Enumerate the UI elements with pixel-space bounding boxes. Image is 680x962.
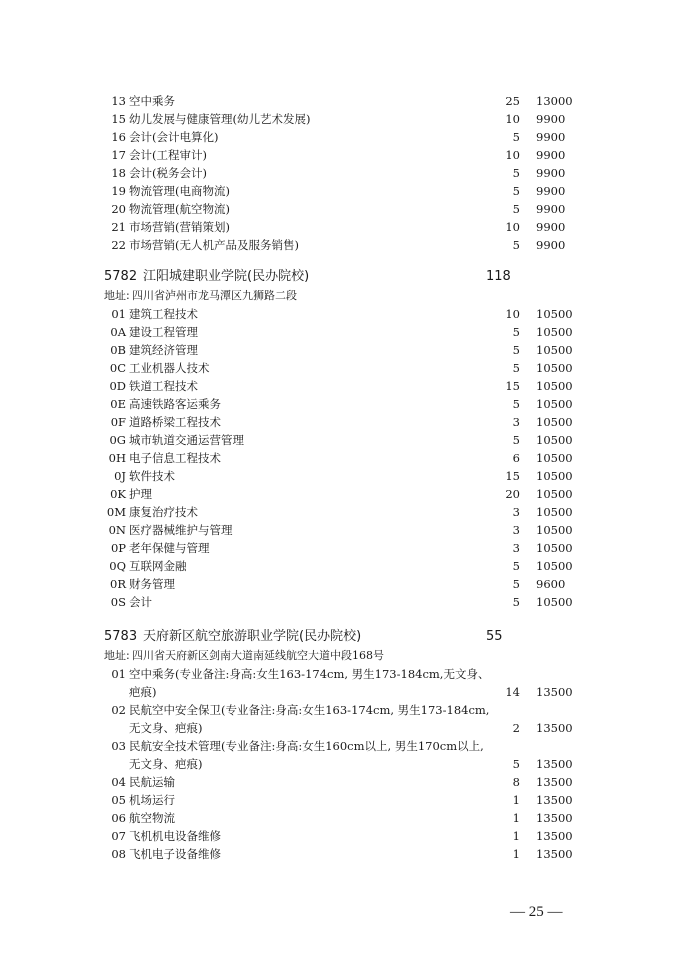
program-row (0, 503, 680, 521)
program-tuition: 10500 (536, 397, 573, 411)
program-tuition: 13500 (536, 685, 573, 699)
program-row (0, 236, 680, 254)
program-name: 铁道工程技术 (129, 379, 198, 393)
program-tuition: 10500 (536, 343, 573, 357)
program-row (0, 377, 680, 395)
program-tuition: 10500 (536, 451, 573, 465)
program-quota: 15 (505, 379, 520, 393)
program-name: 会计(工程审计) (129, 148, 207, 162)
program-name: 财务管理 (129, 577, 175, 591)
program-code: 0E (110, 397, 126, 411)
program-code: 0G (109, 433, 126, 447)
program-row (0, 449, 680, 467)
program-tuition: 10500 (536, 469, 573, 483)
program-row (0, 146, 680, 164)
program-name-line2: 无文身、疤痕) (129, 721, 203, 735)
program-row (0, 701, 680, 737)
program-name (129, 665, 501, 701)
program-row (0, 539, 680, 557)
program-row (0, 395, 680, 413)
program-tuition: 13500 (536, 829, 573, 843)
program-quota: 5 (512, 397, 520, 411)
program-tuition: 9900 (536, 148, 566, 162)
program-tuition: 13500 (536, 757, 573, 771)
program-code: 0B (110, 343, 126, 357)
program-row (0, 773, 680, 791)
program-name-line1: 民航空中安全保卫(专业备注:身高:女生163-174cm, 男生173-184cm, (129, 703, 490, 717)
program-name (129, 701, 501, 737)
program-code: 01 (111, 667, 126, 681)
program-code: 0M (106, 505, 126, 519)
program-quota: 3 (512, 523, 520, 537)
program-quota: 5 (512, 559, 520, 573)
program-name: 物流管理(电商物流) (129, 184, 230, 198)
program-row (0, 182, 680, 200)
school-code: 5782 (104, 269, 138, 284)
program-row (0, 164, 680, 182)
program-code: 0C (109, 361, 126, 375)
program-tuition: 10500 (536, 325, 573, 339)
school-name: 江阳城建职业学院(民办院校) (143, 269, 310, 284)
program-name: 护理 (129, 487, 152, 501)
program-code: 01 (111, 307, 126, 321)
program-quota: 5 (512, 595, 520, 609)
school-total-quota: 55 (486, 629, 503, 644)
program-name-line1: 民航安全技术管理(专业备注:身高:女生160cm以上, 男生170cm以上, (129, 739, 484, 753)
program-code: 18 (111, 166, 126, 180)
program-tuition: 10500 (536, 415, 573, 429)
program-code: 22 (111, 238, 126, 252)
program-quota: 1 (512, 847, 520, 861)
program-name: 电子信息工程技术 (129, 451, 221, 465)
school-total-quota: 118 (486, 269, 511, 284)
program-code: 15 (111, 112, 126, 126)
program-name: 工业机器人技术 (129, 361, 210, 375)
program-name: 民航运输 (129, 775, 175, 789)
school-address (0, 287, 680, 305)
program-row (0, 485, 680, 503)
program-name: 物流管理(航空物流) (129, 202, 230, 216)
program-row (0, 128, 680, 146)
school-code: 5783 (104, 629, 138, 644)
program-row (0, 521, 680, 539)
program-name-line1: 空中乘务(专业备注:身高:女生163-174cm, 男生173-184cm,无文身、 (129, 667, 490, 681)
program-code: 0A (110, 325, 126, 339)
program-name: 机场运行 (129, 793, 175, 807)
carryover-program-list (0, 92, 680, 254)
program-name: 建筑工程技术 (129, 307, 198, 321)
program-code: 07 (111, 829, 126, 843)
program-tuition: 10500 (536, 541, 573, 555)
program-name: 会计(税务会计) (129, 166, 207, 180)
program-tuition: 10500 (536, 505, 573, 519)
program-code: 16 (111, 130, 126, 144)
program-row (0, 110, 680, 128)
page-number: — 25 — (510, 904, 563, 920)
program-tuition: 10500 (536, 361, 573, 375)
program-code: 06 (111, 811, 126, 825)
program-name: 空中乘务 (129, 94, 175, 108)
program-name: 建筑经济管理 (129, 343, 198, 357)
program-code: 0H (108, 451, 126, 465)
program-quota: 8 (512, 775, 520, 789)
program-code: 21 (111, 220, 126, 234)
program-tuition: 13500 (536, 847, 573, 861)
program-name: 高速铁路客运乘务 (129, 397, 221, 411)
program-name: 城市轨道交通运营管理 (129, 433, 244, 447)
program-quota: 1 (512, 829, 520, 843)
program-code: 0D (109, 379, 126, 393)
program-code: 0K (110, 487, 126, 501)
program-tuition: 9900 (536, 184, 566, 198)
program-name: 软件技术 (129, 469, 175, 483)
school-header (0, 627, 680, 647)
program-name: 航空物流 (129, 811, 175, 825)
address-label: 地址: (104, 289, 130, 302)
program-name: 飞机电子设备维修 (129, 847, 221, 861)
program-name: 互联网金融 (129, 559, 187, 573)
program-row (0, 557, 680, 575)
program-name: 市场营销(营销策划) (129, 220, 230, 234)
address-text: 四川省天府新区剑南大道南延线航空大道中段168号 (132, 649, 384, 662)
program-code: 05 (111, 793, 126, 807)
program-row (0, 593, 680, 611)
program-tuition: 10500 (536, 559, 573, 573)
program-row (0, 413, 680, 431)
program-name: 医疗器械维护与管理 (129, 523, 233, 537)
program-code: 19 (111, 184, 126, 198)
program-code: 13 (111, 94, 126, 108)
program-code: 17 (111, 148, 126, 162)
program-row (0, 431, 680, 449)
program-row (0, 809, 680, 827)
program-quota: 5 (512, 361, 520, 375)
program-name-line2: 无文身、疤痕) (129, 757, 203, 771)
program-code: 0F (110, 415, 126, 429)
program-tuition: 10500 (536, 307, 573, 321)
program-name: 幼儿发展与健康管理(幼儿艺术发展) (129, 112, 311, 126)
program-tuition: 10500 (536, 595, 573, 609)
program-tuition: 9900 (536, 112, 566, 126)
program-quota: 10 (505, 307, 520, 321)
program-code: 04 (111, 775, 126, 789)
program-quota: 1 (512, 811, 520, 825)
program-tuition: 9900 (536, 166, 566, 180)
program-code: 02 (111, 703, 126, 717)
program-row (0, 737, 680, 773)
program-quota: 1 (512, 793, 520, 807)
program-quota: 3 (512, 505, 520, 519)
program-tuition: 9900 (536, 220, 566, 234)
address-text: 四川省泸州市龙马潭区九狮路二段 (132, 289, 297, 302)
program-quota: 5 (512, 184, 520, 198)
program-quota: 5 (512, 577, 520, 591)
program-quota: 5 (512, 202, 520, 216)
school-section-5782 (0, 267, 680, 611)
program-name: 建设工程管理 (129, 325, 198, 339)
program-quota: 5 (512, 238, 520, 252)
program-row (0, 92, 680, 110)
program-tuition: 9900 (536, 130, 566, 144)
program-code: 0S (110, 595, 126, 609)
program-quota: 5 (512, 433, 520, 447)
program-tuition: 13500 (536, 793, 573, 807)
program-quota: 5 (512, 757, 520, 771)
address-label: 地址: (104, 649, 130, 662)
program-tuition: 10500 (536, 379, 573, 393)
program-row (0, 200, 680, 218)
program-row (0, 575, 680, 593)
program-tuition: 10500 (536, 487, 573, 501)
program-tuition: 13000 (536, 94, 573, 108)
program-code: 08 (111, 847, 126, 861)
program-quota: 2 (512, 721, 520, 735)
program-quota: 20 (505, 487, 520, 501)
program-code: 20 (111, 202, 126, 216)
program-tuition: 13500 (536, 721, 573, 735)
program-name: 老年保健与管理 (129, 541, 210, 555)
program-code: 0R (110, 577, 126, 591)
program-name: 会计 (129, 595, 152, 609)
program-tuition: 9900 (536, 238, 566, 252)
school-address (0, 647, 680, 665)
program-row (0, 845, 680, 863)
program-code: 0Q (109, 559, 126, 573)
program-quota: 10 (505, 112, 520, 126)
program-code: 0P (110, 541, 126, 555)
program-quota: 5 (512, 343, 520, 357)
program-quota: 15 (505, 469, 520, 483)
program-quota: 5 (512, 130, 520, 144)
school-name: 天府新区航空旅游职业学院(民办院校) (143, 629, 362, 644)
program-name: 会计(会计电算化) (129, 130, 219, 144)
program-quota: 14 (505, 685, 520, 699)
program-tuition: 9600 (536, 577, 566, 591)
program-row (0, 665, 680, 701)
program-quota: 6 (512, 451, 520, 465)
program-name: 飞机机电设备维修 (129, 829, 221, 843)
school-section-5783 (0, 627, 680, 863)
program-quota: 5 (512, 325, 520, 339)
program-name: 市场营销(无人机产品及服务销售) (129, 238, 299, 252)
program-quota: 10 (505, 148, 520, 162)
program-quota: 5 (512, 166, 520, 180)
program-row (0, 218, 680, 236)
program-name: 道路桥梁工程技术 (129, 415, 221, 429)
program-tuition: 10500 (536, 523, 573, 537)
program-tuition: 13500 (536, 775, 573, 789)
program-quota: 25 (505, 94, 520, 108)
program-code: 03 (111, 739, 126, 753)
program-tuition: 9900 (536, 202, 566, 216)
program-row (0, 341, 680, 359)
program-tuition: 10500 (536, 433, 573, 447)
program-name: 康复治疗技术 (129, 505, 198, 519)
program-code: 0J (114, 469, 126, 483)
program-quota: 3 (512, 541, 520, 555)
program-row (0, 791, 680, 809)
program-name-line2: 疤痕) (129, 685, 157, 699)
program-quota: 10 (505, 220, 520, 234)
program-code: 0N (108, 523, 126, 537)
program-tuition: 13500 (536, 811, 573, 825)
program-row (0, 323, 680, 341)
program-row (0, 467, 680, 485)
program-quota: 3 (512, 415, 520, 429)
program-name (129, 737, 501, 773)
program-row (0, 305, 680, 323)
program-row (0, 827, 680, 845)
program-row (0, 359, 680, 377)
school-header (0, 267, 680, 287)
